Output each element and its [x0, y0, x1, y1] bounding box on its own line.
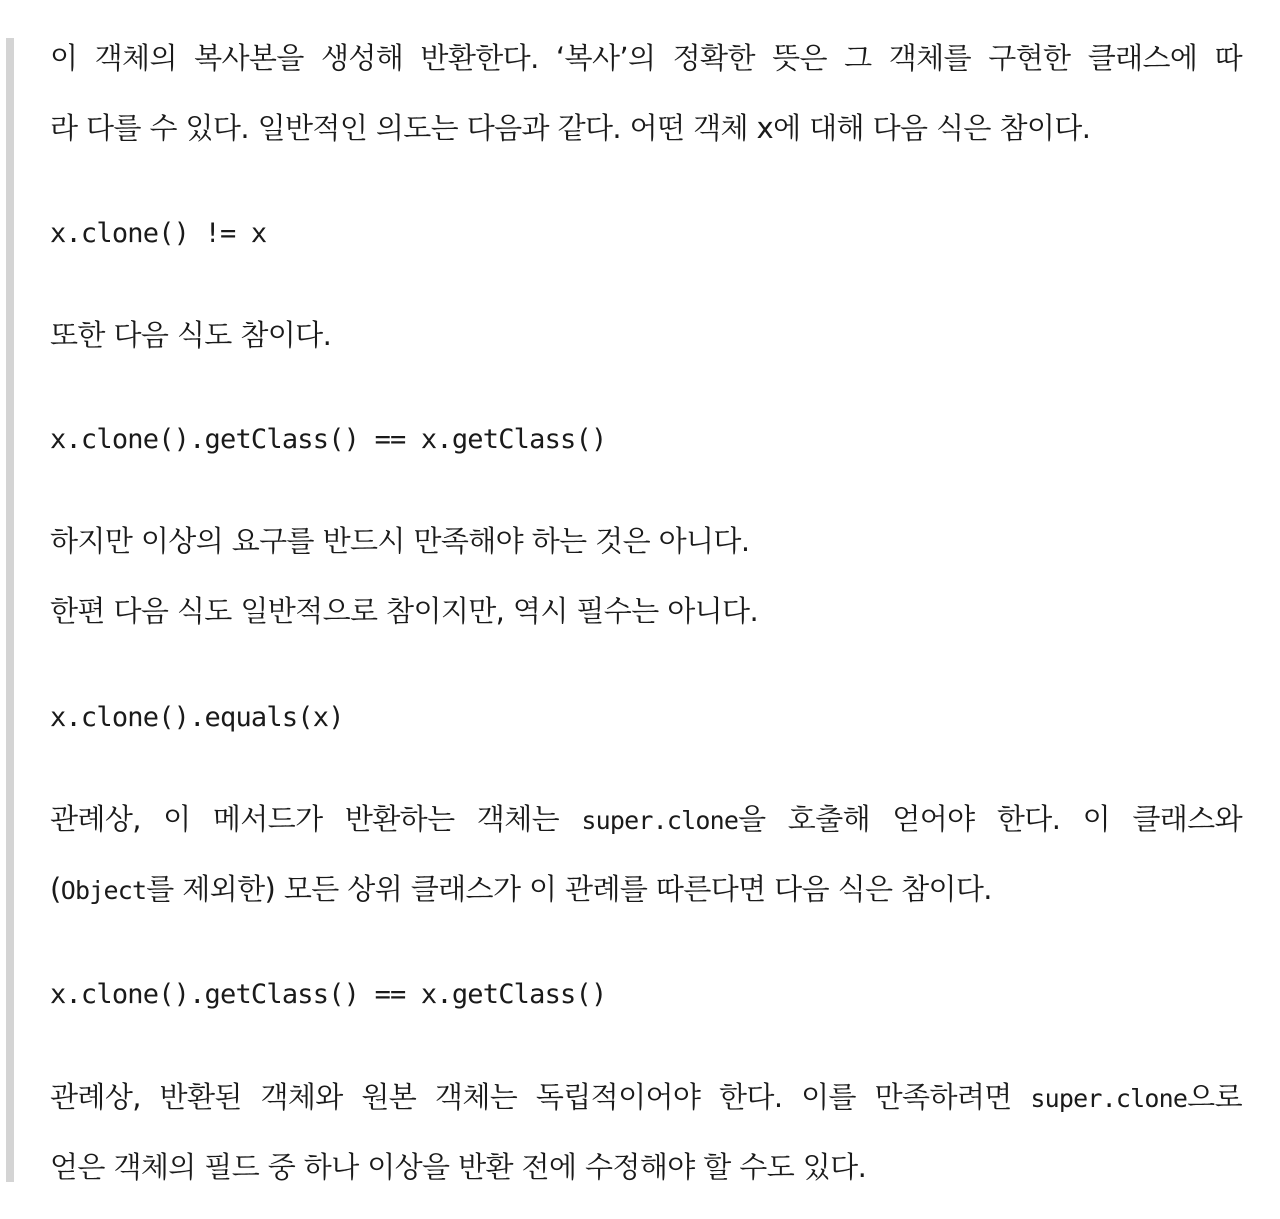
paragraph-5-line-1: [50, 1077, 1242, 1119]
code-line-clone-not-equal: x.clone() != x: [50, 218, 267, 249]
paragraph-4-line-2: [50, 869, 992, 911]
paragraph-4-line-2-text-a: (: [50, 872, 61, 906]
paragraph-2: 또한 다음 식도 참이다.: [50, 318, 332, 352]
inline-code-object: Object: [60, 876, 147, 905]
paragraph-4-line-1-text-a: 관례상, 이 메서드가 반환하는 객체는: [50, 802, 582, 836]
paragraph-1-line-1: 이 객체의 복사본을 생성해 반환한다. ‘복사’의 정확한 뜻은 그 객체를 구현한 클래스에 따: [50, 41, 1242, 75]
paragraph-3-line-2: 한편 다음 식도 일반적으로 참이지만, 역시 필수는 아니다.: [50, 594, 759, 628]
paragraph-3-line-1: 하지만 이상의 요구를 반드시 만족해야 하는 것은 아니다.: [50, 524, 750, 558]
inline-code-super-clone: super.clone: [581, 806, 739, 835]
code-line-getclass-2: x.clone().getClass() == x.getClass(): [50, 979, 607, 1010]
blockquote-bar: [6, 38, 14, 1182]
paragraph-5-line-1-text-b: 으로: [1187, 1080, 1242, 1114]
paragraph-5-line-2: 얻은 객체의 필드 중 하나 이상을 반환 전에 수정해야 할 수도 있다.: [50, 1150, 867, 1184]
code-line-equals: x.clone().equals(x): [50, 702, 344, 733]
paragraph-4-line-2-text-b: 를 제외한) 모든 상위 클래스가 이 관례를 따른다면 다음 식은 참이다.: [146, 872, 992, 906]
paragraph-1-line-2: 라 다를 수 있다. 일반적인 의도는 다음과 같다. 어떤 객체 x에 대해 다음 식은 참이다.: [50, 111, 1091, 145]
paragraph-4-line-1-text-b: 을 호출해 얻어야 한다. 이 클래스와: [738, 802, 1242, 836]
inline-code-super-clone-2: super.clone: [1030, 1084, 1188, 1113]
paragraph-5-line-1-text-a: 관례상, 반환된 객체와 원본 객체는 독립적이어야 한다. 이를 만족하려면: [50, 1080, 1031, 1114]
paragraph-4-line-1: [50, 799, 1242, 841]
code-line-getclass-1: x.clone().getClass() == x.getClass(): [50, 424, 607, 455]
